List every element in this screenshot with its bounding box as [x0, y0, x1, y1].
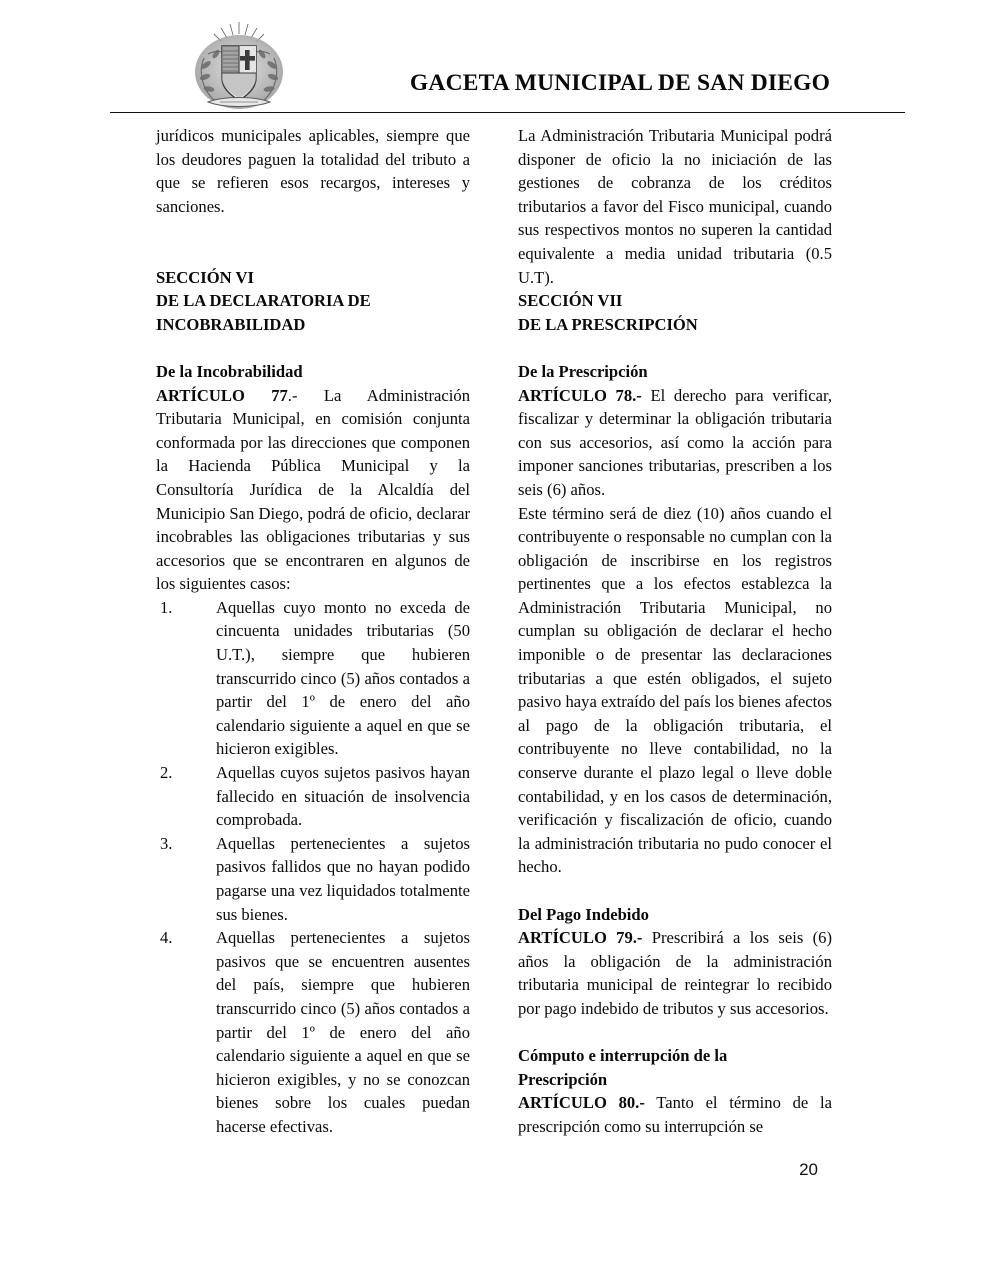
list-item: [156, 832, 470, 926]
section-heading-line-2: DE LA DECLARATORIA DE: [156, 291, 371, 311]
article-79-label: ARTÍCULO 79.-: [518, 928, 643, 948]
section-heading-line-2: DE LA PRESCRIPCIÓN: [518, 314, 698, 334]
spacer: [156, 242, 470, 266]
page-number: 20: [799, 1160, 818, 1179]
list-item-text: Aquellas cuyos sujetos pasivos hayan fallecido en situación de insolvencia comprobada.: [216, 763, 470, 830]
spacer: [518, 1021, 832, 1045]
article-78-body: El derecho para verificar, fiscalizar y determinar la obligación tributaria con sus accesorios, así como la acción para imponer sanciones tributarias, prescriben a los seis (6) años.: [518, 385, 832, 499]
list-item-text: Aquellas pertenecientes a sujetos pasivos fallidos que no hayan podido pagarse una vez liquidados totalmente sus bienes.: [216, 833, 470, 924]
list-item-number: 4.: [160, 928, 173, 948]
article-77-paragraph: [156, 384, 470, 596]
list-item: [156, 761, 470, 832]
section-heading-line-1: SECCIÓN VI: [156, 267, 254, 287]
left-column: [156, 124, 470, 1139]
subheading-incobrabilidad: De la Incobrabilidad: [156, 361, 303, 381]
section-heading-line-1: SECCIÓN VII: [518, 291, 623, 311]
list-item: [156, 596, 470, 761]
incobrabilidad-list: [156, 596, 470, 1139]
subheading-computo-line-1: Cómputo e interrupción de la: [518, 1046, 728, 1066]
subheading-prescripcion: De la Prescripción: [518, 361, 648, 381]
article-80-paragraph: [518, 1091, 832, 1138]
masthead: [110, 18, 905, 108]
section-heading-line-3: INCOBRABILIDAD: [156, 314, 306, 334]
list-item-number: 3.: [160, 833, 173, 853]
article-79-paragraph: [518, 926, 832, 1020]
article-77-label: ARTÍCULO 77: [156, 385, 288, 405]
article-78-paragraph-2: Este término será de diez (10) años cuando el contribuyente o responsable no cumplan con la obligación de inscribirse en los registros pertinentes que a los efectos establezca la Administración Tributaria Municipal, no cumplan su obligación de declarar el hecho imponible o de presentar las declaraciones tributarias a que estén obligados, el sujeto pasivo haya extraído del país los bienes afectos al pago de la obligación tributaria, el contribuyente no lleve contabilidad, no la conserve durante el plazo legal o lleve doble contabilidad, y en los casos de determinación, verificación y fiscalización de oficio, cuando la administración tributaria no pudo conocer el hecho.: [518, 503, 832, 877]
list-item-number: 1.: [160, 597, 173, 617]
subheading-pago-indebido: Del Pago Indebido: [518, 904, 649, 924]
header-divider: [110, 112, 905, 113]
right-column: [518, 124, 832, 1139]
spacer: [518, 336, 832, 360]
right-paragraph-1: La Administración Tributaria Municipal podrá disponer de oficio la no iniciación de las gestiones de cobranza de los créditos tributarios a favor del Fisco municipal, cuando sus respectivos montos no superen la cantidad equivalente a media unidad tributaria (0.5 U.T).: [518, 126, 832, 287]
article-80-body: Tanto el término de la prescripción como su interrupción se: [518, 1093, 832, 1136]
list-item-number: 2.: [160, 763, 173, 783]
article-77-body: .- La Administración Tributaria Municipal, en comisión conjunta conformada por las direcciones que componen la Hacienda Pública Municipal y la Consultoría Jurídica de la Alcaldía del Municipio San Diego, podrá de oficio, declarar incobrables las obligaciones tributarias y sus accesorios que se encontraren en algunos de los siguientes casos:: [156, 385, 470, 594]
coat-of-arms-emblem: [190, 20, 288, 112]
spacer: [518, 879, 832, 903]
subheading-computo-line-2: Prescripción: [518, 1069, 608, 1089]
list-item-text: Aquellas cuyo monto no exceda de cincuenta unidades tributarias (50 U.T.), siempre que hubieren transcurrido cinco (5) años contados a partir del 1º de enero del año calendario siguiente a aquel en que se hicieron exigibles.: [216, 597, 470, 759]
spacer: [156, 336, 470, 360]
list-item: [156, 926, 470, 1138]
article-79-body: Prescribirá a los seis (6) años la obligación de la administración tributaria municipal de reintegrar lo recibido por pago indebido de tributos y sus accesorios.: [518, 928, 832, 1018]
continued-paragraph: jurídicos municipales aplicables, siempre que los deudores paguen la totalidad del tributo a que se refieren esos recargos, intereses y sanciones.: [156, 126, 470, 216]
list-item-text: Aquellas pertenecientes a sujetos pasivos que se encuentren ausentes del país, siempre que hubieren transcurrido cinco (5) años contados a partir del 1º de enero del año calendario siguiente a aquel en que se hicieron exigibles, y no se conozcan bienes sobre los cuales puedan hacerse efectivas.: [216, 928, 470, 1136]
article-80-label: ARTÍCULO 80.-: [518, 1093, 645, 1113]
page-title: GACETA MUNICIPAL DE SAN DIEGO: [409, 70, 831, 96]
article-78-label: ARTÍCULO 78.-: [518, 385, 642, 405]
article-78-paragraph: [518, 384, 832, 502]
